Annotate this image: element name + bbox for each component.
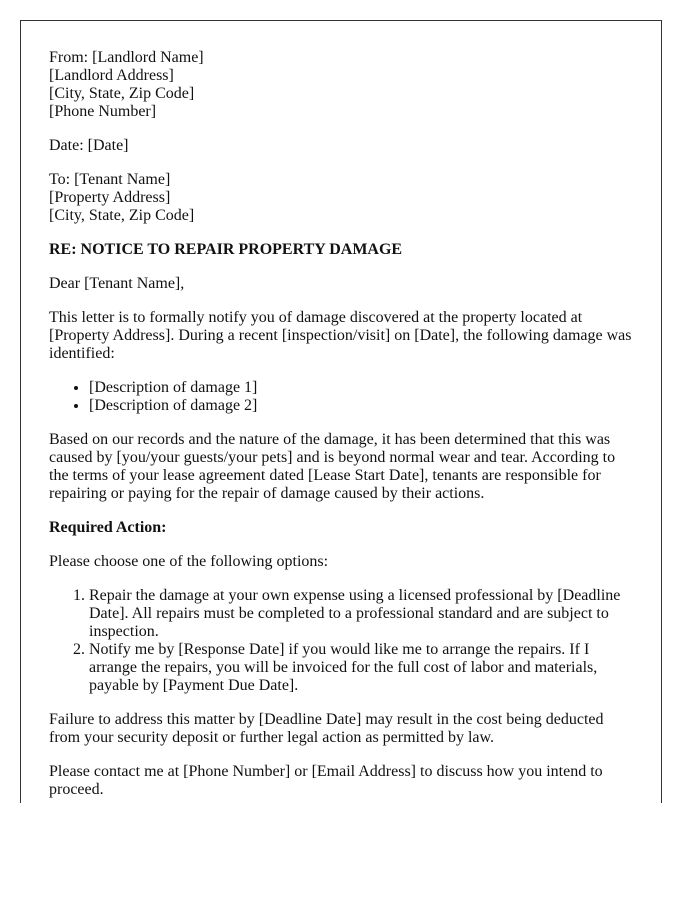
option-item: 1. Repair the damage at your own expense using a licensed professional by [Deadline Date]. All repairs must be completed to a professional standard and are subject to inspection. <box>89 587 634 641</box>
recipient-address: [Property Address] <box>49 189 171 206</box>
sender-block <box>49 49 634 121</box>
sender-phone: [Phone Number] <box>49 103 157 120</box>
sender-from: From: [Landlord Name] <box>49 49 204 66</box>
recipient-block <box>49 171 634 225</box>
intro-paragraph: This letter is to formally notify you of damage discovered at the property located at [Property Address]. During a recent [inspection/visit] on [Date], the following damage was identified: <box>49 309 632 362</box>
determination-paragraph: Based on our records and the nature of the damage, it has been determined that this was caused by [you/your guests/your pets] and is beyond normal wear and tear. According to the terms of your lease agreement dated [Lease Start Date], tenants are responsible for repairing or paying for the repair of damage caused by their actions. <box>49 431 616 502</box>
sender-address: [Landlord Address] <box>49 67 174 84</box>
recipient-to: To: [Tenant Name] <box>49 171 171 188</box>
damage-item: • [Description of damage 1] <box>89 379 634 397</box>
failure-paragraph: Failure to address this matter by [Deadline Date] may result in the cost being deducted from your security deposit or further legal action as permitted by law. <box>49 711 604 746</box>
damage-item: • [Description of damage 2] <box>89 397 634 415</box>
options-intro: Please choose one of the following options: <box>49 553 329 570</box>
subject-line: RE: NOTICE TO REPAIR PROPERTY DAMAGE <box>49 241 403 258</box>
letter-date: Date: [Date] <box>49 137 129 154</box>
recipient-city: [City, State, Zip Code] <box>49 207 195 224</box>
sender-city: [City, State, Zip Code] <box>49 85 195 102</box>
option-item: 2. Notify me by [Response Date] if you would like me to arrange the repairs. If I arrange the repairs, you will be invoiced for the full cost of labor and materials, payable by [Payment Due Date]. <box>89 641 634 695</box>
options-list <box>49 587 634 695</box>
required-action-heading: Required Action: <box>49 519 167 536</box>
salutation: Dear [Tenant Name], <box>49 275 185 292</box>
damage-list <box>49 379 634 415</box>
contact-paragraph: Please contact me at [Phone Number] or [Email Address] to discuss how you intend to proceed. <box>49 763 603 798</box>
letter-page <box>20 20 662 803</box>
